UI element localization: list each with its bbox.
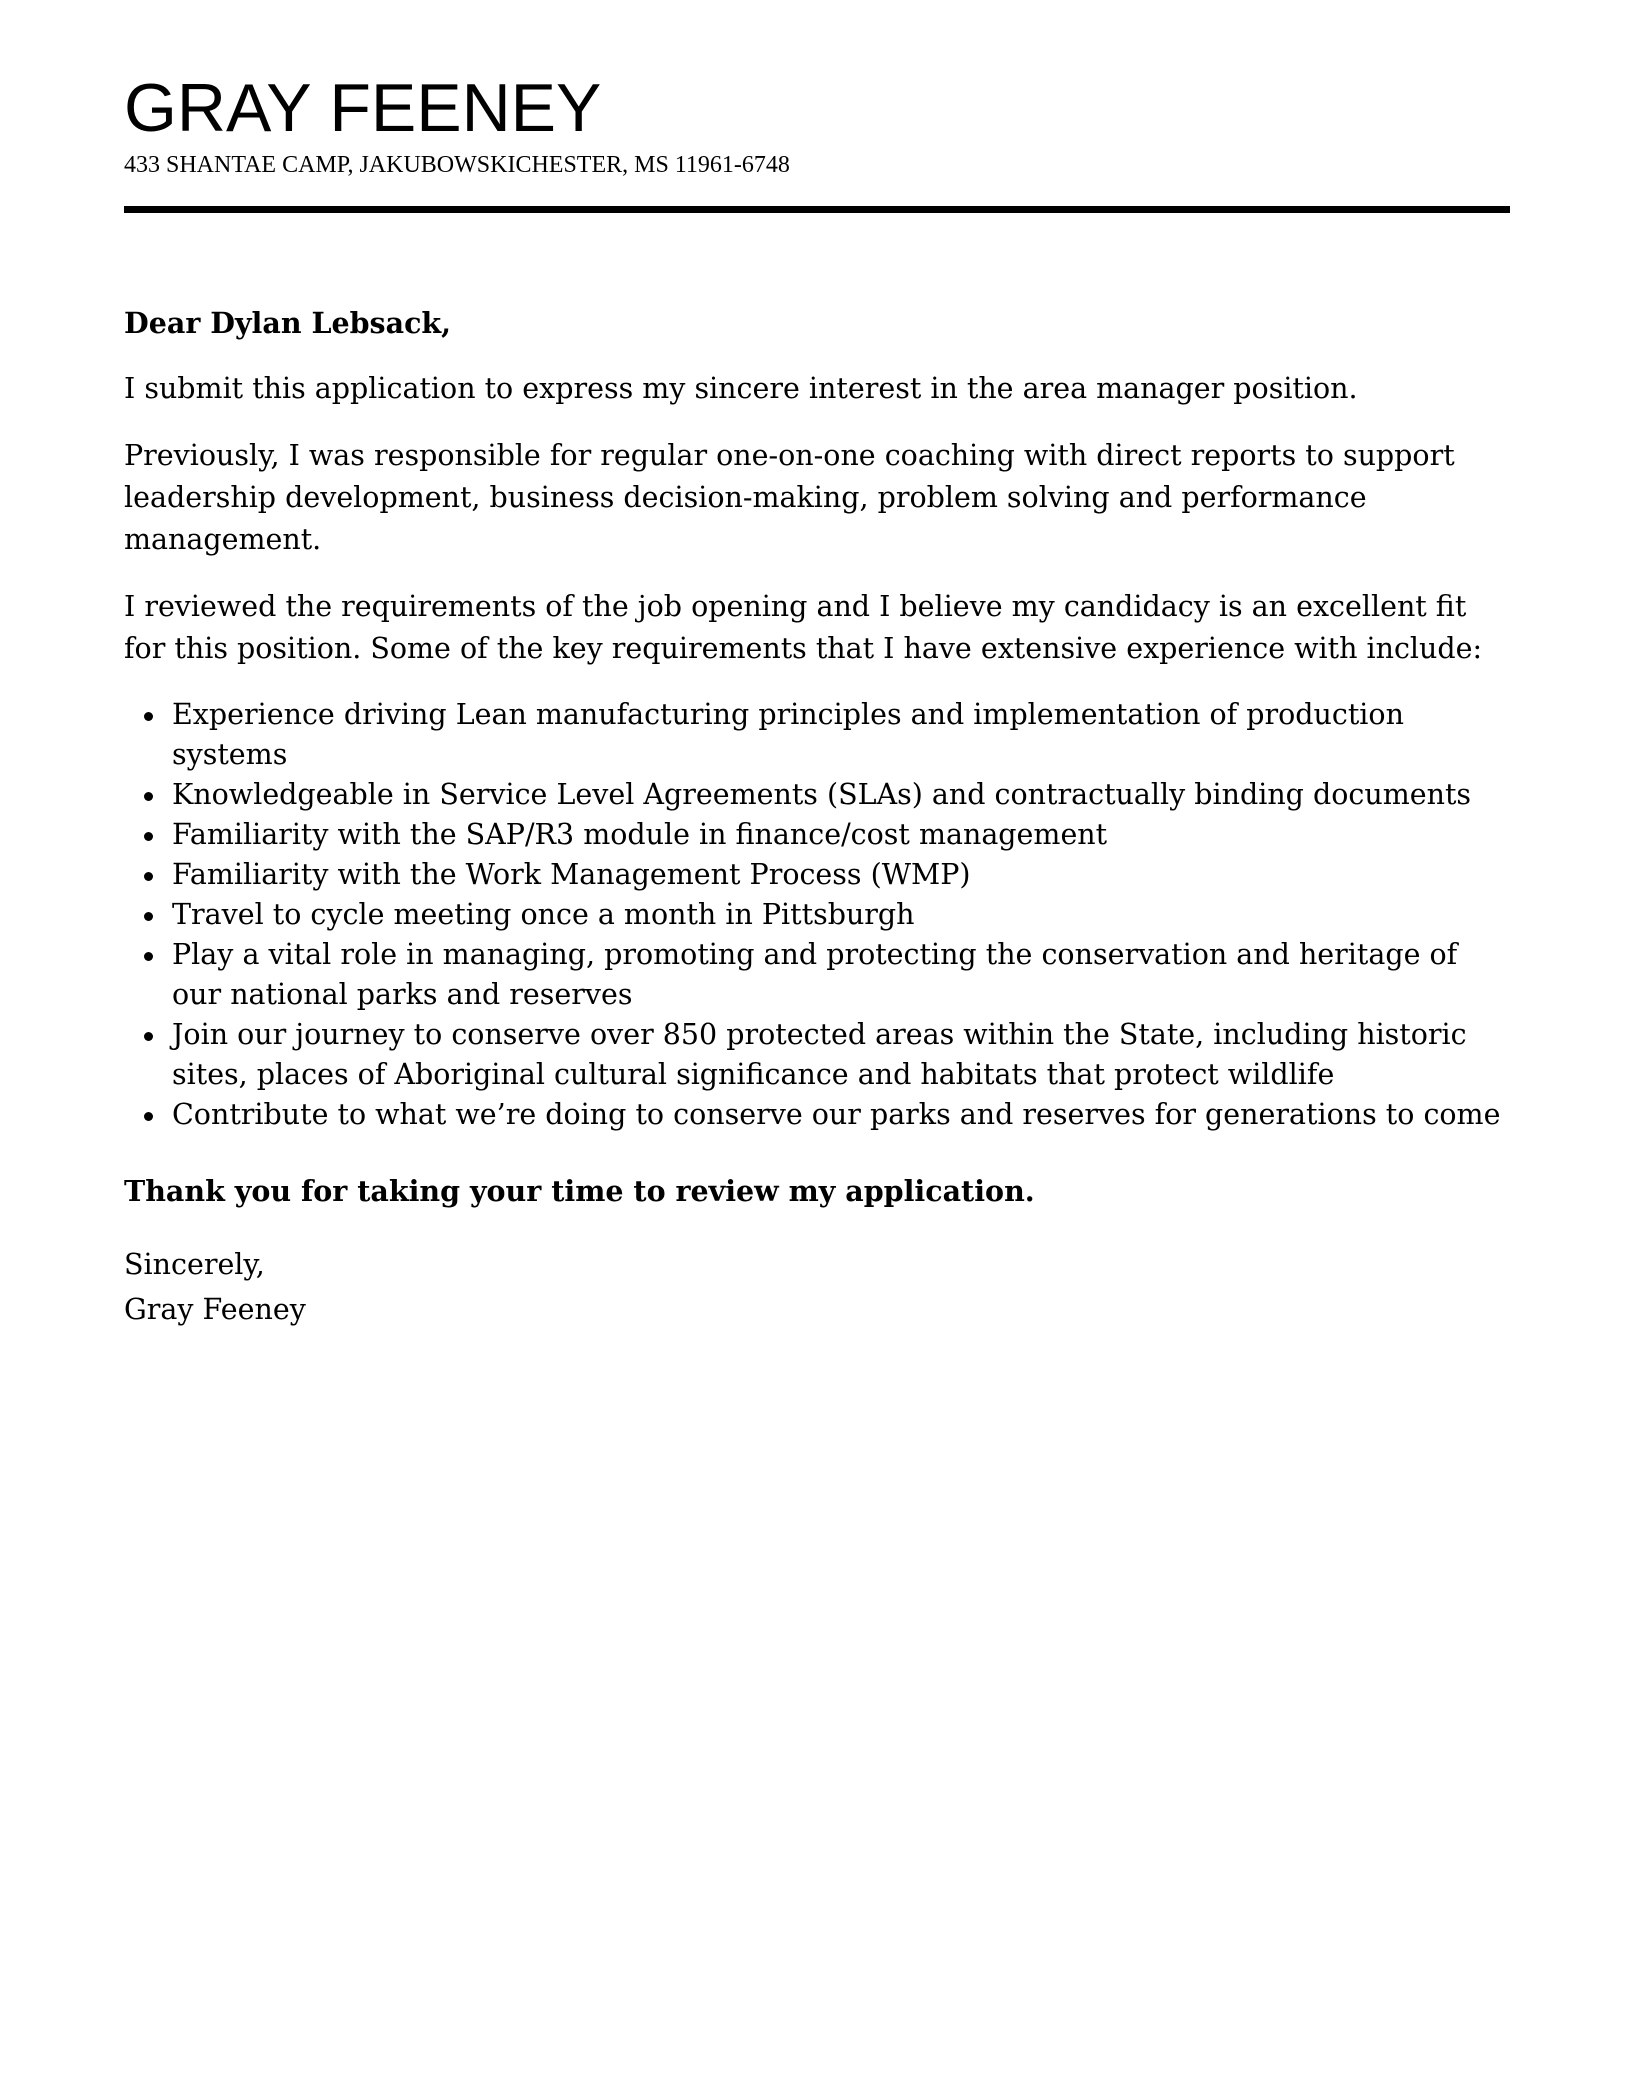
requirements-list <box>124 695 1510 1135</box>
header-divider <box>124 206 1510 213</box>
list-item: Familiarity with the Work Management Process (WMP) <box>124 855 1510 895</box>
applicant-name: GRAY FEENEY <box>124 70 602 146</box>
closing-block <box>124 1242 1510 1332</box>
list-item: Contribute to what we’re doing to conserve our parks and reserves for generations to come <box>124 1095 1510 1135</box>
list-item: Travel to cycle meeting once a month in Pittsburgh <box>124 895 1510 935</box>
applicant-address: 433 SHANTAE CAMP, JAKUBOWSKICHESTER, MS 11961-6748 <box>124 152 790 178</box>
signature-name: Gray Feeney <box>124 1293 306 1326</box>
list-item: Join our journey to conserve over 850 protected areas within the State, including historic sites, places of Aboriginal cultural significance and habitats that protect wildlife <box>124 1015 1510 1095</box>
salutation: Dear Dylan Lebsack, <box>124 306 452 340</box>
closing-word: Sincerely, <box>124 1248 265 1281</box>
intro-paragraph: I submit this application to express my sincere interest in the area manager position. <box>124 372 1358 405</box>
list-item: Familiarity with the SAP/R3 module in finance/cost management <box>124 815 1510 855</box>
list-item: Knowledgeable in Service Level Agreements (SLAs) and contractually binding documents <box>124 775 1510 815</box>
requirements-paragraph: I reviewed the requirements of the job opening and I believe my candidacy is an excellent fit for this position. Some of the key requirements that I have extensive experience with include: <box>124 590 1483 665</box>
list-item: Play a vital role in managing, promoting and protecting the conservation and heritage of our national parks and reserves <box>124 935 1510 1015</box>
list-item: Experience driving Lean manufacturing principles and implementation of production systems <box>124 695 1510 775</box>
experience-paragraph: Previously, I was responsible for regular one-on-one coaching with direct reports to support leadership development, business decision-making, problem solving and performance management. <box>124 439 1455 556</box>
thank-you-line: Thank you for taking your time to review my application. <box>124 1174 1035 1208</box>
letter-body <box>124 302 1510 1332</box>
